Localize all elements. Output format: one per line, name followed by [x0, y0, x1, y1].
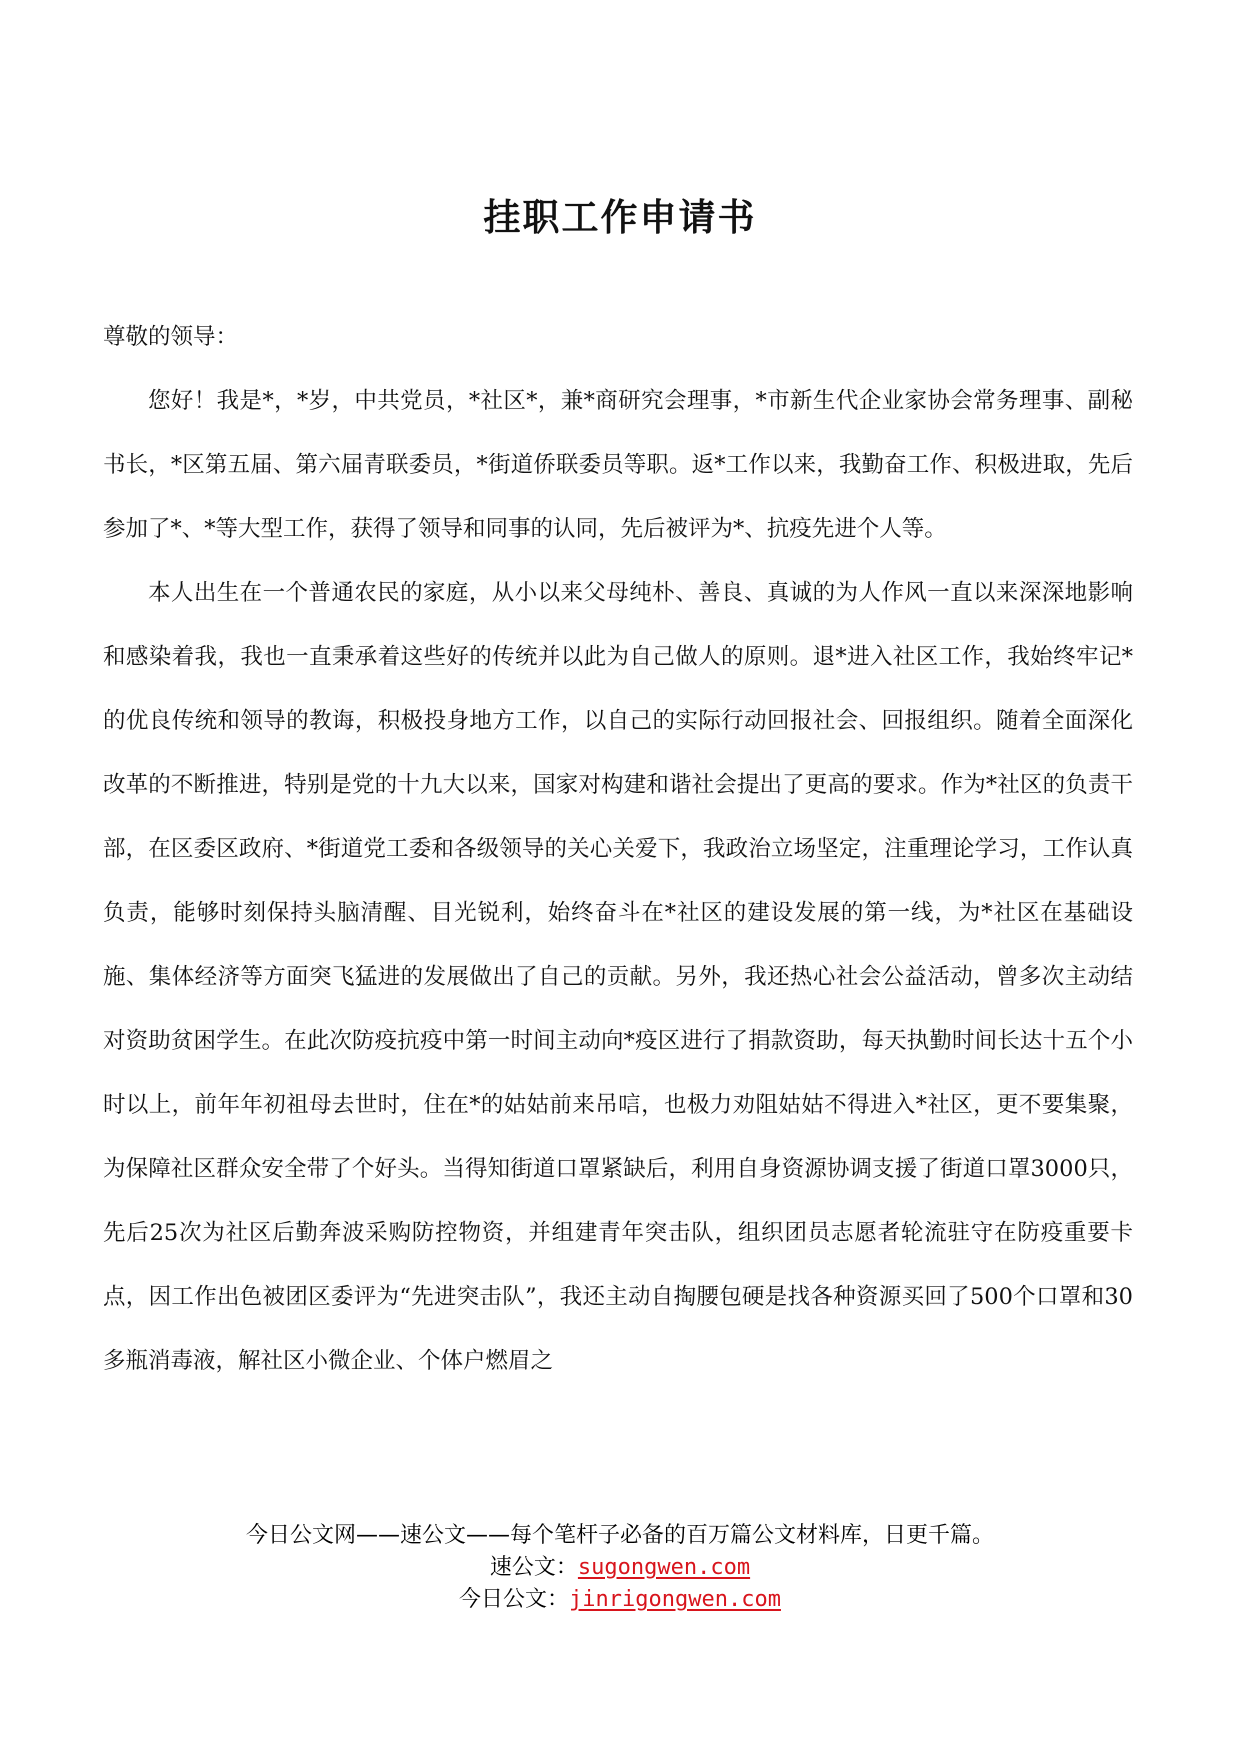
paragraph-background: 本人出生在一个普通农民的家庭，从小以来父母纯朴、善良、真诚的为人作风一直以来深深地影响和感染着我，我也一直秉承着这些好的传统并以此为自己做人的原则。退*进入社区工作，我始终牢记*的优良传统和领导的教诲，积极投身地方工作，以自己的实际行动回报社会、回报组织。随着全面深化改革的不断推进，特别是党的十九大以来，国家对构建和谐社会提出了更高的要求。作为*社区的负责干部，在区委区政府、*街道党工委和各级领导的关心关爱下，我政治立场坚定，注重理论学习，工作认真负责，能够时刻保持头脑清醒、目光锐利，始终奋斗在*社区的建设发展的第一线，为*社区在基础设施、集体经济等方面突飞猛进的发展做出了自己的贡献。另外，我还热心社会公益活动，曾多次主动结对资助贫困学生。在此次防疫抗疫中第一时间主动向*疫区进行了捐款资助，每天执勤时间长达十五个小时以上，前年年初祖母去世时，住在*的姑姑前来吊唁，也极力劝阻姑姑不得进入*社区，更不要集聚，为保障社区群众安全带了个好头。当得知街道口罩紧缺后，利用自身资源协调支援了街道口罩3000只，先后25次为社区后勤奔波采购防控物资，并组建青年突击队，组织团员志愿者轮流驻守在防疫重要卡点，因工作出色被团区委评为“先进突击队”，我还主动自掏腰包硬是找各种资源买回了500个口罩和30多瓶消毒液，解社区小微企业、个体户燃眉之 — [103, 580, 1133, 1374]
footer-promo — [0, 1520, 1240, 1616]
footer-tagline: 今日公文网——速公文——每个笔杆子必备的百万篇公文材料库，日更千篇。 — [245, 1523, 994, 1548]
document-title: 挂职工作申请书 — [483, 195, 757, 239]
salutation: 尊敬的领导： — [103, 324, 239, 350]
footer-sugongwen-line — [0, 1552, 1240, 1584]
document-body — [103, 305, 1133, 1393]
jinrigongwen-label: 今日公文： — [459, 1587, 570, 1612]
footer-jinrigongwen-line — [0, 1584, 1240, 1616]
paragraph-introduction: 您好！我是*，*岁，中共党员，*社区*，兼*商研究会理事，*市新生代企业家协会常务理事、副秘书长，*区第五届、第六届青联委员，*街道侨联委员等职。返*工作以来，我勤奋工作、积极进取，先后参加了*、*等大型工作，获得了领导和同事的认同，先后被评为*、抗疫先进个人等。 — [103, 388, 1133, 542]
sugongwen-label: 速公文： — [489, 1555, 578, 1580]
jinrigongwen-link[interactable]: jinrigongwen.com — [569, 1587, 781, 1612]
sugongwen-link[interactable]: sugongwen.com — [577, 1555, 751, 1580]
